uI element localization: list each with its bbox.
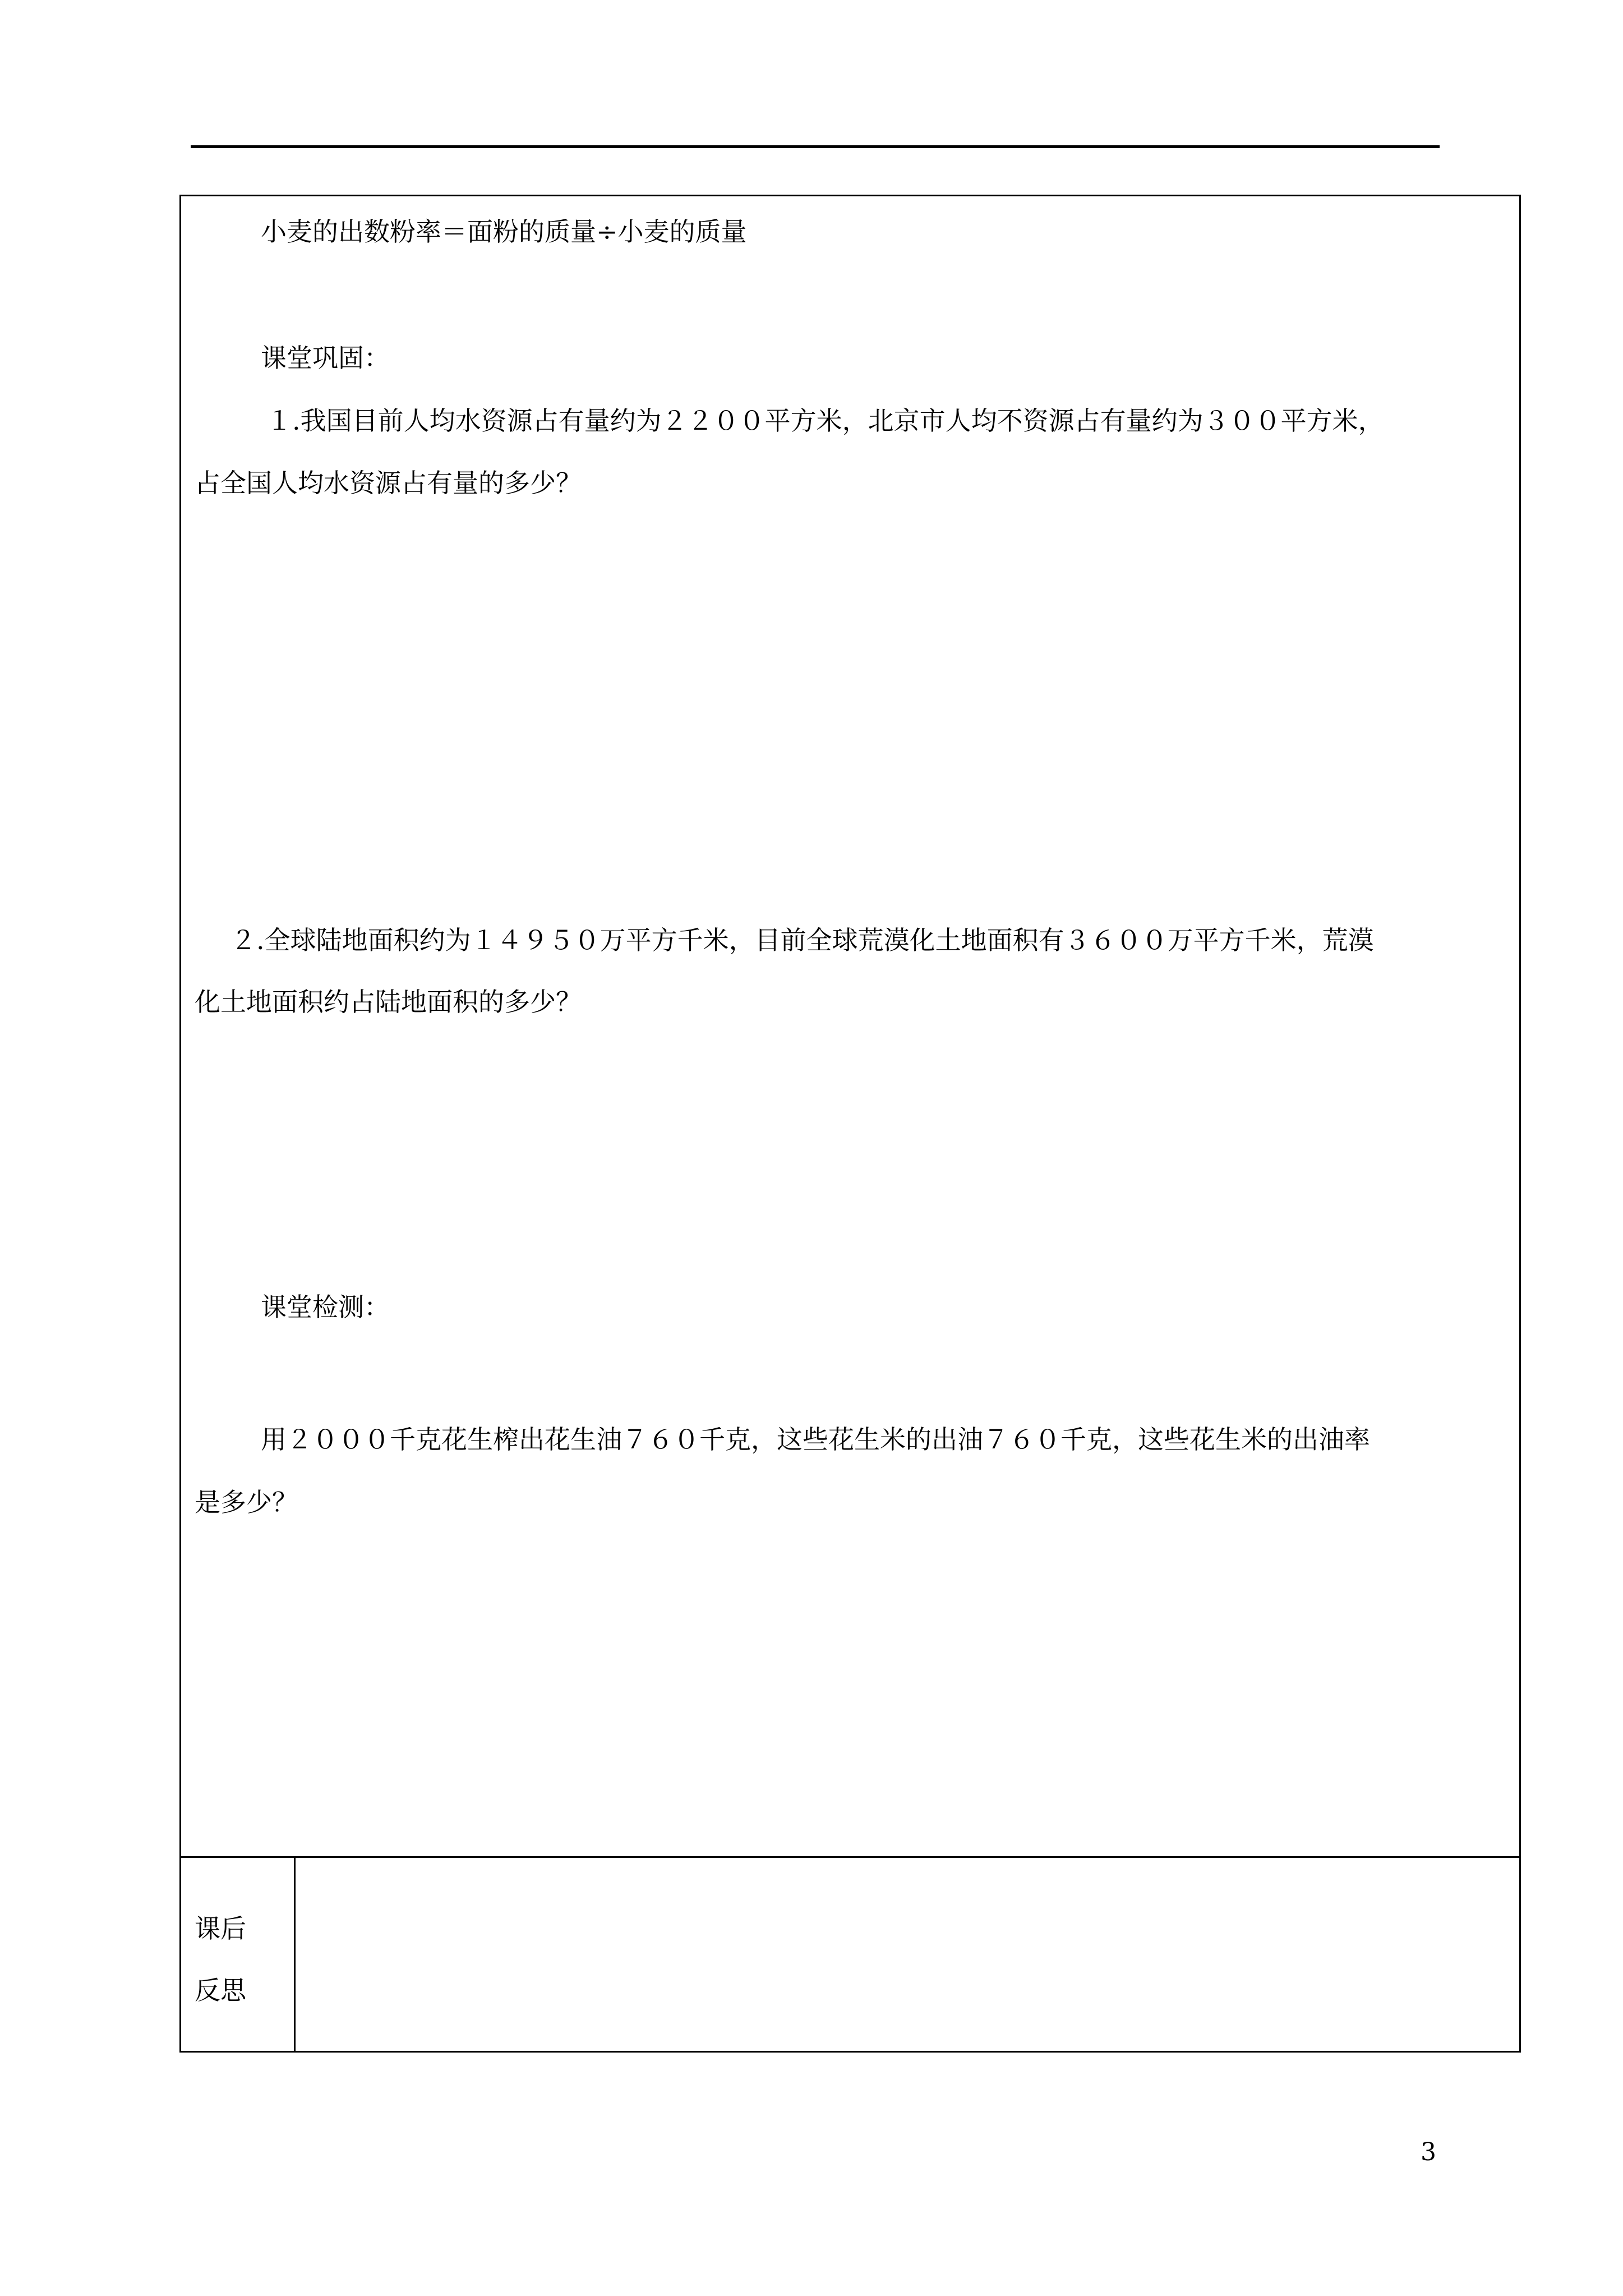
reflection-answer-area[interactable] bbox=[296, 1858, 1519, 2051]
question-2-line-1: ２.全球陆地面积约为１４９５０万平方千米，目前全球荒漠化土地面积有３６００万平方千米，荒漠 bbox=[230, 925, 1374, 955]
question-1-line-2: 占全国人均水资源占有量的多少？ bbox=[195, 468, 582, 498]
test-heading: 课堂检测： bbox=[261, 1292, 390, 1322]
question-1-line-1: １.我国目前人均水资源占有量约为２２００平方米，北京市人均不资源占有量约为３００平方米， bbox=[266, 406, 1384, 436]
lesson-content-cell bbox=[179, 195, 1521, 1856]
test-question-line-1: 用２０００千克花生榨出花生油７６０千克，这些花生米的出油７６０千克，这些花生米的出油率 bbox=[261, 1424, 1370, 1455]
formula-text: 小麦的出数粉率＝面粉的质量÷小麦的质量 bbox=[261, 217, 747, 247]
reflection-row bbox=[179, 1856, 1521, 2053]
reflection-label-line-1: 课后 bbox=[195, 1913, 246, 1944]
test-question-line-2: 是多少？ bbox=[195, 1487, 298, 1517]
question-2-line-2: 化土地面积约占陆地面积的多少？ bbox=[195, 987, 582, 1017]
page-number: 3 bbox=[1421, 2138, 1436, 2166]
reflection-label-line-2: 反思 bbox=[195, 1975, 246, 2005]
consolidation-heading: 课堂巩固： bbox=[261, 343, 390, 373]
header-rule bbox=[191, 145, 1440, 148]
